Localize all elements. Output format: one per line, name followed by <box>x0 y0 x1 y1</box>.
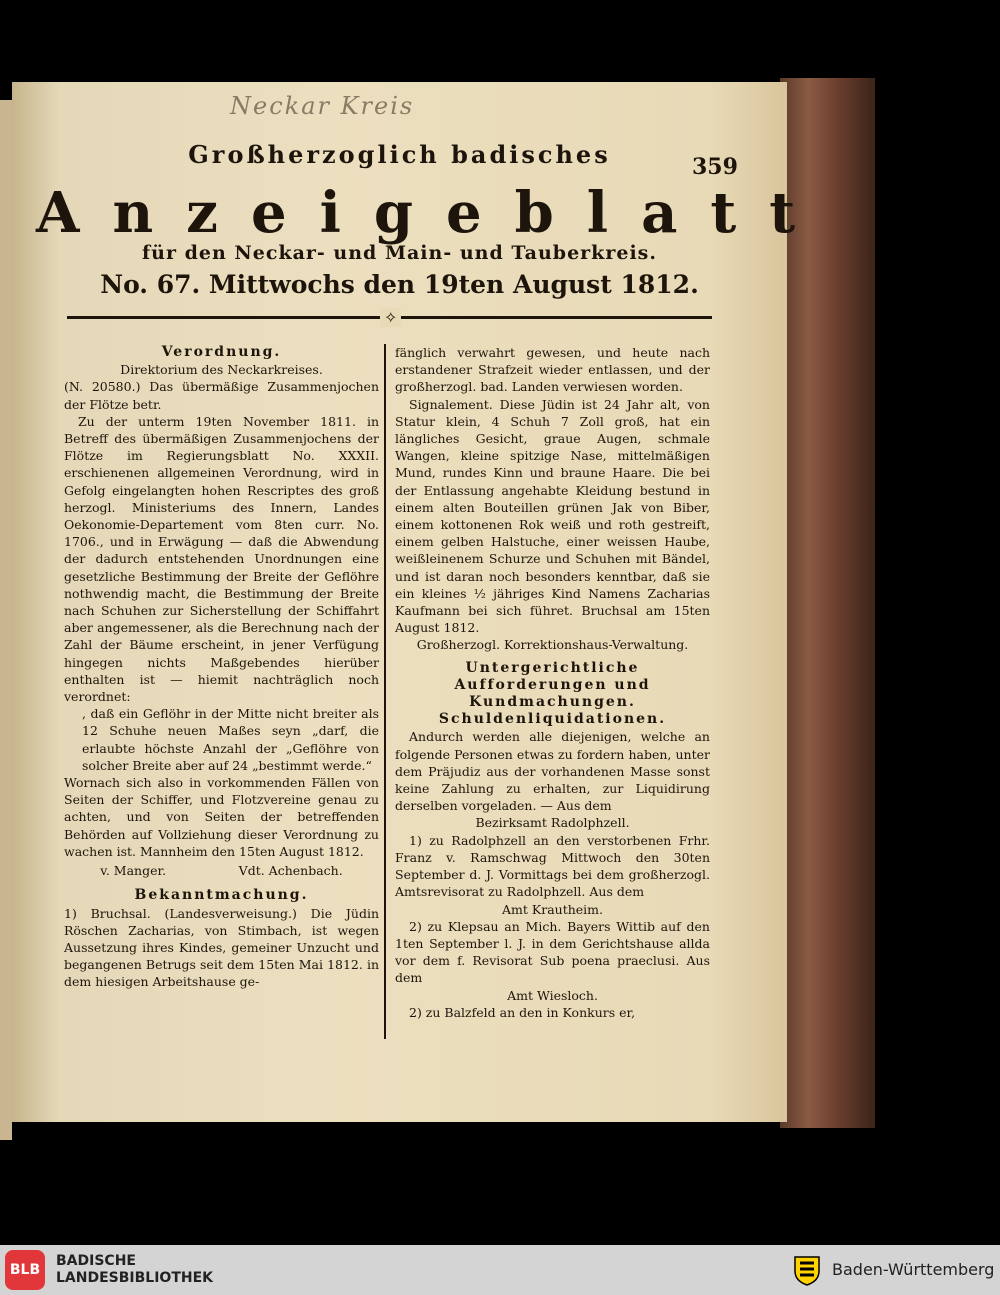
masthead-line1: Großherzoglich badisches <box>188 140 611 169</box>
subheading-radolphzell: Bezirksamt Radolphzell. <box>475 815 630 831</box>
state-name[interactable]: Baden-Württemberg <box>832 1260 995 1279</box>
administration-signature: Großherzogl. Korrektionshaus-Verwaltung. <box>416 637 689 653</box>
library-line2: LANDESBIBLIOTHEK <box>56 1270 214 1286</box>
library-name[interactable] <box>56 1253 213 1287</box>
manuscript-note: Neckar Kreis <box>230 92 415 120</box>
masthead-subtitle: für den Neckar- und Main- und Tauberkreis. <box>142 242 657 264</box>
right-column <box>395 344 710 1021</box>
entry-radolphzell: 1) zu Radolphzell an den verstorbenen Frhr. Franz v. Ramschwag Mittwoch den 30ten September d. J. Vormittags bei dem großherzogl. Amtsrevisorat zu Radolphzell. Aus dem <box>395 832 710 900</box>
heading-aufforderungen: Untergerichtliche Aufforderungen und Kundmachungen. <box>454 659 651 711</box>
blb-logo[interactable]: BLB <box>5 1250 45 1290</box>
column-divider <box>384 344 386 1039</box>
library-line1: BADISCHE <box>56 1253 136 1269</box>
signature-right: Vdt. Achenbach. <box>238 863 343 879</box>
heading-schuldenliquidationen: Schuldenliquidationen. <box>438 711 667 728</box>
newspaper-page <box>12 82 829 1122</box>
ordinance-quote: , daß ein Geflöhr in der Mitte nicht breiter als 12 Schuhe neuen Maßes seyn „darf, die erlaubte höchste Anzahl der „Geflöhre von solcher Breite aber auf 24 „bestimmt werde.“ <box>82 706 379 773</box>
signature-left: v. Manger. <box>100 863 167 879</box>
notice-continuation: fänglich verwahrt gewesen, und heute nach erstandener Strafzeit wieder entlassen, und der großherzogl. bad. Landen verwiesen worden. <box>395 345 710 395</box>
heading-bekanntmachung: Bekanntmachung. <box>134 887 309 904</box>
coat-of-arms-icon <box>792 1253 822 1287</box>
ordinance-closing: Wornach sich also in vorkommenden Fällen von Seiten der Schiffer, und Flotzvereine genau zu achten, und von Seiten der betreffenden Behörden auf Vollziehung dieser Verordnung zu wachen ist. Mannheim den 15ten August 1812. <box>64 775 379 859</box>
left-page-edge <box>0 100 12 1140</box>
ornament-icon: ✧ <box>380 308 401 327</box>
authority-line: Direktorium des Neckarkreises. <box>120 362 323 378</box>
footer-bar <box>0 1245 1000 1295</box>
subheading-krautheim: Amt Krautheim. <box>502 901 603 917</box>
masthead-title: Anzeigeblatt <box>36 180 829 246</box>
entry-balzfeld: 2) zu Balzfeld an den in Konkurs er, <box>409 1004 636 1020</box>
ordinance-paragraph: Zu der unterm 19ten November 1811. in Betreff des übermäßigen Zusammenjochens der Flötze im Regierungsblatt No. XXXII. erschienenen allgemeinen Verordnung, wird in Gefolg eingelangten hohen Rescriptes des groß herzogl. Ministeriums des Innern, Landes Oekonomie-Departement vom 8ten curr. No. 1706., und in Erwägung — daß die Abwendung der dadurch entstehenden Unordnungen eine gesetzliche Bestimmung der Breite der Geflöhre nothwendig macht, die Bestimmung der Breite nach Schuhen zur Sicherstellung der Schiffahrt aber angemessener, als die Berechnung nach der Zahl der Bäume erscheint, in jener Verfügung hingegen nichts Maßgebendes hierüber enthalten ist — hiemit nachträglich noch verordnet: <box>64 413 379 705</box>
heading-verordnung: Verordnung. <box>161 344 282 360</box>
issue-line: No. 67. Mittwochs den 19ten August 1812. <box>100 270 699 299</box>
signalement-paragraph: Signalement. Diese Jüdin ist 24 Jahr alt, von Statur klein, 4 Schuh 7 Zoll groß, hat ein längliches Gesicht, graue Augen, schmale Wangen, kleine spitzige Nase, mittelmäßigen Mund, rundes Kinn und braune Haare. Die bei der Entlassung angehabte Kleidung bestund in einem alten Bouteillen grünen Jak von Biber, einem kottonenen Rok weiß und roth gestreift, einem gelben Halstuche, einer weissen Haube, weißleinenem Schurze und Schuhen mit Bändel, und ist daran noch besonders kenntbar, daß sie ein kleines ½ jähriges Kind Namens Zacharias Kaufmann bei sich führet. Bruchsal am 15ten August 1812. <box>395 396 710 636</box>
liquidation-intro: Andurch werden alle diejenigen, welche an folgende Personen etwas zu fordern haben, unter dem Präjudiz aus der vorhandenen Masse sonst keine Zahlung zu erhalten, zur Liquidirung derselben vorgeladen. — Aus dem <box>395 729 710 814</box>
subheading-wiesloch: Amt Wiesloch. <box>507 987 598 1003</box>
notice-paragraph: 1) Bruchsal. (Landesverweisung.) Die Jüdin Röschen Zacharias, von Stimbach, ist wegen Aussetzung ihres Kindes, gemeiner Unzucht und begangenen Betrugs seit dem 15ten Mai 1812. in dem hiesigen Arbeitshause ge- <box>64 905 379 990</box>
entry-klepsau: 2) zu Klepsau an Mich. Bayers Wittib auf den 1ten September l. J. in dem Gerichtshause allda vor dem f. Revisorat Sub poena praeclusi. Aus dem <box>395 918 710 986</box>
reference-line: (N. 20580.) Das übermäßige Zusammenjochen der Flötze betr. <box>64 379 379 412</box>
left-column <box>64 344 379 991</box>
page-number: 359 <box>692 154 738 180</box>
signatures <box>64 862 379 879</box>
